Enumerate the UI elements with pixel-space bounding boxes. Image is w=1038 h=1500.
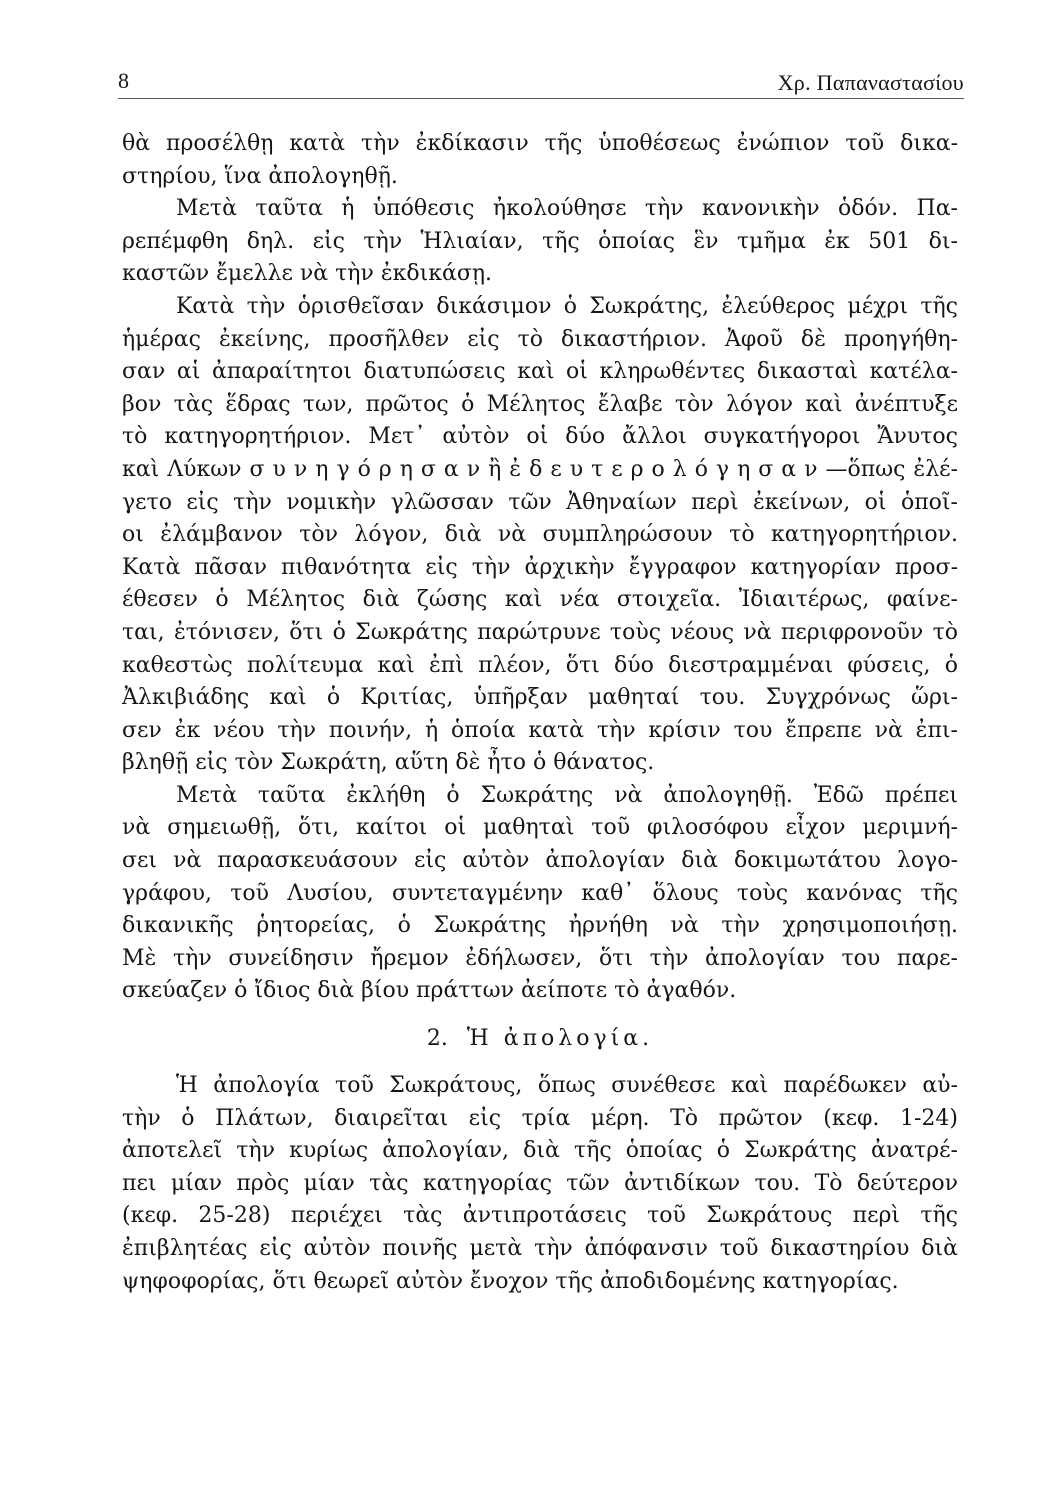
text-line: σεν ἐκ νέου τὴν ποινήν, ἡ ὁποία κατὰ τὴν κρίσιν του ἔπρεπε νὰ ἐπι- [122,717,958,743]
text-line: ται, ἐτόνισεν, ὅτι ὁ Σωκράτης παρώτρυνε τοὺς νέους νὰ περιφρονοῦν τὸ [122,619,958,645]
paragraph-2 [122,193,958,291]
text-line: σκεύαζεν ὁ ἴδιος διὰ βίου πράττων ἀείποτε τὸ ἀγαθόν. [122,978,737,1004]
text-line: καθεστὼς πολίτευμα καὶ ἐπὶ πλέον, ὅτι δύο διεστραμμέναι φύσεις, ὁ [122,652,958,678]
text-line: δικανικῆς ῥητορείας, ὁ Σωκράτης ἠρνήθη νὰ τὴν χρησιμοποιήσῃ. [122,913,958,939]
text-line: στηρίου, ἵνα ἀπολογηθῇ. [122,163,398,189]
text-line: βον τὰς ἕδρας των, πρῶτος ὁ Μέλητος ἔλαβε τὸν λόγον καὶ ἀνέπτυξε [122,391,958,417]
text-line: Μετὰ ταῦτα ἐκλήθη ὁ Σωκράτης νὰ ἀπολογηθῇ. Ἐδῶ πρέπει [176,782,958,808]
text-line: γετο εἰς τὴν νομικὴν γλῶσσαν τῶν Ἀθηναίων περὶ ἐκείνων, οἱ ὁποῖ- [122,489,958,515]
text-line: Μὲ τὴν συνείδησιν ἤρεμον ἐδήλωσεν, ὅτι τὴν ἀπολογίαν του παρε- [122,945,958,971]
text-line: ρεπέμφθη δηλ. εἰς τὴν Ἡλιαίαν, τῆς ὁποίας ἓν τμῆμα ἐκ 501 δι- [122,228,958,254]
text-line: Ἀλκιβιάδης καὶ ὁ Κριτίας, ὑπῆρξαν μαθηταί του. Συγχρόνως ὥρι- [122,685,958,711]
text-line: νὰ σημειωθῇ, ὅτι, καίτοι οἱ μαθηταὶ τοῦ φιλοσόφου εἶχον μεριμνή- [122,815,958,841]
text-line: Ἡ ἀπολογία τοῦ Σωκράτους, ὅπως συνέθεσε καὶ παρέδωκεν αὐ- [176,1073,958,1099]
text-line: σει νὰ παρασκευάσουν εἰς αὐτὸν ἀπολογίαν διὰ δοκιμωτάτου λογο- [122,848,958,874]
text-line: έθεσεν ὁ Μέλητος διὰ ζώσης καὶ νέα στοιχεῖα. Ἰδιαιτέρως, φαίνε- [122,587,958,613]
text-line: Κατὰ τὴν ὁρισθεῖσαν δικάσιμον ὁ Σωκράτης, ἐλεύθερος μέχρι τῆς [176,293,958,319]
paragraph-5 [122,1070,958,1298]
body-text [122,128,958,1298]
text-line: Κατὰ πᾶσαν πιθανότητα εἰς τὴν ἀρχικὴν ἔγγραφον κατηγορίαν προσ- [122,554,958,580]
section-heading [122,1012,958,1066]
section-number: 2. [426,1026,448,1052]
paragraph-1 [122,128,958,193]
text-line: Μετὰ ταῦτα ἡ ὑπόθεσις ἠκολούθησε τὴν κανονικὴν ὁδόν. Πα- [176,196,958,222]
text-line: τὴν ὁ Πλάτων, διαιρεῖται εἰς τρία μέρη. Τὸ πρῶτον (κεφ. 1-24) [122,1105,958,1131]
text-line: βληθῇ εἰς τὸν Σωκράτη, αὕτη δὲ ἦτο ὁ θάνατος. [122,750,655,776]
paragraph-4 [122,780,958,1008]
text-line: καστῶν ἔμελλε νὰ τὴν ἐκδικάσῃ. [122,261,493,287]
section-title: Ἡ ἀπολογία. [466,1026,654,1052]
header-rule [118,98,964,99]
text-line: ἀποτελεῖ τὴν κυρίως ἀπολογίαν, διὰ τῆς ὁποίας ὁ Σωκράτης ἀνατρέ- [122,1138,958,1164]
text-line: τὸ κατηγορητήριον. Μετ᾽ αὐτὸν οἱ δύο ἄλλοι συγκατήγοροι Ἄνυτος [122,424,958,450]
text-line: ἐπιβλητέας εἰς αὐτὸν ποινῆς μετὰ τὴν ἀπόφανσιν τοῦ δικαστηρίου διὰ [122,1236,958,1261]
text-line: γράφου, τοῦ Λυσίου, συντεταγμένην καθ᾽ ὅλους τοὺς κανόνας τῆς [122,880,958,906]
text-line: σαν αἱ ἀπαραίτητοι διατυπώσεις καὶ οἱ κληρωθέντες δικασταὶ κατέλα- [122,359,958,385]
page-header [118,68,964,104]
paragraph-3 [122,291,958,780]
text-line: θὰ προσέλθῃ κατὰ τὴν ἐκδίκασιν τῆς ὑποθέσεως ἐνώπιον τοῦ δικα- [122,131,958,156]
text-line: οι ἐλάμβανον τὸν λόγον, διὰ νὰ συμπληρώσουν τὸ κατηγορητήριον. [122,522,958,548]
text-line: καὶ Λύκων σ υ ν η γ ό ρ η σ α ν ἢ ἐ δ ε υ τ ε ρ ο λ ό γ η σ α ν —ὅπως ἐλέ- [122,456,958,482]
page-number: 8 [118,68,129,93]
text-line: ἡμέρας ἐκείνης, προσῆλθεν εἰς τὸ δικαστήριον. Ἀφοῦ δὲ προηγήθη- [122,326,958,352]
running-head-author: Χρ. Παπαναστασίου [777,70,964,95]
text-line: (κεφ. 25-28) περιέχει τὰς ἀντιπροτάσεις τοῦ Σωκράτους περὶ τῆς [122,1203,958,1229]
text-line: πει μίαν πρὸς μίαν τὰς κατηγορίας τῶν ἀντιδίκων του. Τὸ δεύτερον [122,1170,958,1196]
text-line: ψηφοφορίας, ὅτι θεωρεῖ αὐτὸν ἔνοχον τῆς ἀποδιδομένης κατηγορίας. [122,1268,899,1294]
